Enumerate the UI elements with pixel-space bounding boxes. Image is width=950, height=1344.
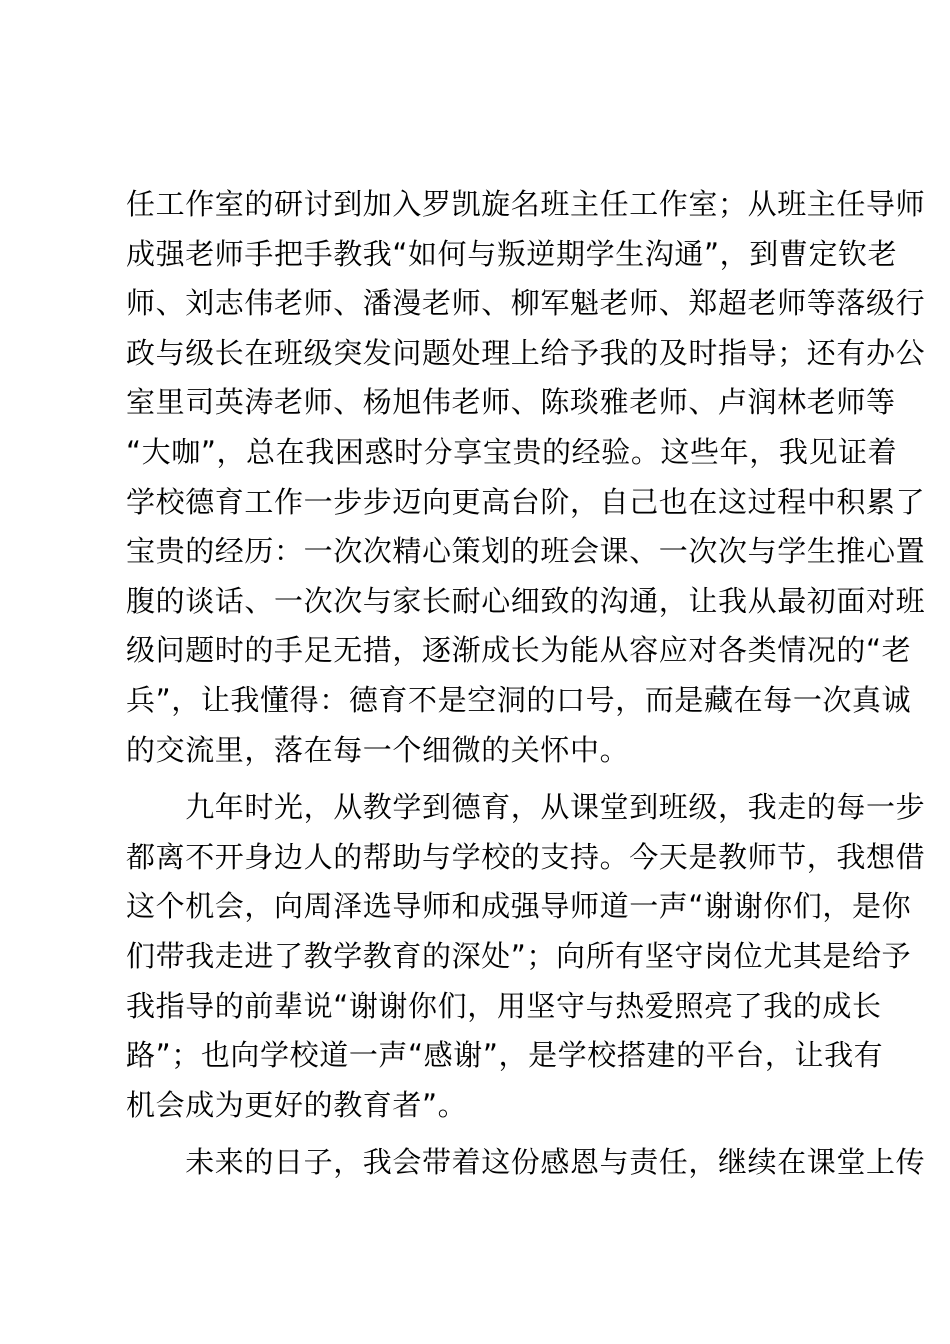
text-line: 成强老师手把手教我“如何与叛逆期学生沟通”，到曹定钦老 (126, 236, 898, 271)
paragraph-gap (126, 775, 836, 783)
paragraph-gap (126, 1130, 836, 1138)
document-body (126, 180, 926, 1188)
text-line: 师、刘志伟老师、潘漫老师、柳军魁老师、郑超老师等落级行 (126, 286, 926, 321)
text-line: 学校德育工作一步步迈向更高台阶，自己也在这过程中积累了 (126, 484, 926, 519)
text-line: 都离不开身边人的帮助与学校的支持。今天是教师节，我想借 (126, 839, 926, 874)
text-line: 九年时光，从教学到德育，从课堂到班级，我走的每一步 (126, 790, 926, 825)
text-line: 未来的日子，我会带着这份感恩与责任，继续在课堂上传 (126, 1145, 926, 1180)
text-line: 我指导的前辈说“谢谢你们，用坚守与热爱照亮了我的成长 (126, 988, 882, 1023)
text-line: 宝贵的经历：一次次精心策划的班会课、一次次与学生推心置 (126, 534, 926, 569)
text-line: 们带我走进了教学教育的深处”；向所有坚守岗位尤其是给予 (126, 938, 912, 973)
text-line: 室里司英涛老师、杨旭伟老师、陈琰雅老师、卢润林老师等 (126, 385, 896, 420)
text-line: 机会成为更好的教育者”。 (126, 1087, 468, 1122)
text-line: 腹的谈话、一次次与家长耐心细致的沟通，让我从最初面对班 (126, 583, 926, 618)
text-line: 级问题时的手足无措，逐渐成长为能从容应对各类情况的“老 (126, 633, 912, 668)
text-line: 的交流里，落在每一个细微的关怀中。 (126, 732, 630, 767)
text-line: 任工作室的研讨到加入罗凯旋名班主任工作室；从班主任导师 (126, 187, 926, 221)
text-line: “大咖”，总在我困惑时分享宝贵的经验。这些年，我见证着 (126, 434, 898, 469)
text-line: 这个机会，向周泽选导师和成强导师道一声“谢谢你们，是你 (126, 889, 912, 924)
text-line: 路”；也向学校道一声“感谢”，是学校搭建的平台，让我有 (126, 1038, 884, 1073)
text-line: 政与级长在班级突发问题处理上给予我的及时指导；还有办公 (126, 335, 926, 370)
text-line: 兵”，让我懂得：德育不是空洞的口号，而是藏在每一次真诚 (126, 682, 912, 717)
